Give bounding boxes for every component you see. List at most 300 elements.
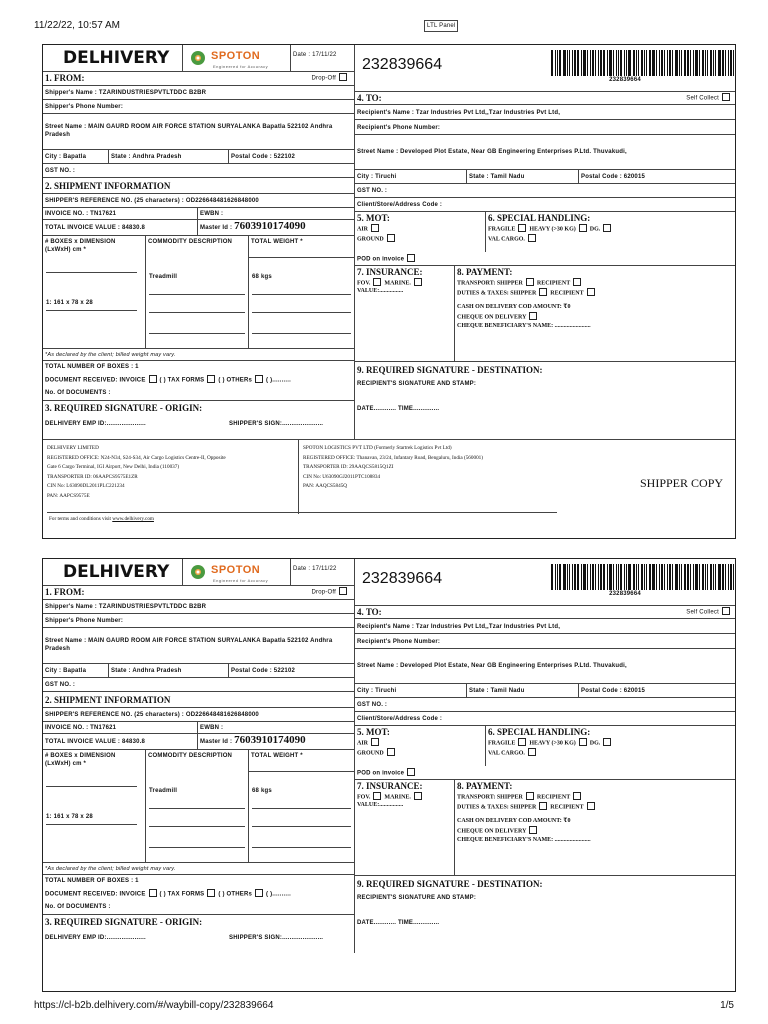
copy-label: SHIPPER COPY	[640, 476, 724, 490]
barcode-bar	[616, 50, 617, 76]
dimension-value: 1: 161 x 78 x 28	[46, 300, 93, 306]
barcode-bar	[581, 50, 582, 76]
barcode-bar	[710, 564, 712, 590]
destination-date-time: DATE............ TIME..............	[357, 920, 440, 926]
barcode-bar	[603, 50, 605, 76]
invoice-no: INVOICE NO. : TN17621	[43, 208, 198, 220]
barcode-bar	[661, 50, 663, 76]
origin-signature-title: 3. REQUIRED SIGNATURE - ORIGIN:	[45, 403, 203, 413]
doc-invoice-label: DOCUMENT RECEIVED: INVOICE	[45, 891, 146, 898]
recipient-city: City : Tiruchi	[354, 684, 467, 698]
master-id: 7603910174090	[234, 220, 306, 232]
barcode-bar	[620, 50, 622, 76]
recipient-phone: Recipient's Phone Number:	[354, 120, 736, 135]
mot-ground-checkbox[interactable]	[387, 234, 395, 242]
barcode-bar	[567, 564, 568, 590]
heavy-checkbox[interactable]	[579, 738, 587, 746]
barcode-bar	[636, 50, 637, 76]
doc-invoice-checkbox[interactable]	[149, 889, 157, 897]
barcode-bar	[555, 50, 556, 76]
delhivery-emp-id: DELHIVERY EMP ID:.....................	[45, 421, 146, 427]
col-boxes-header: # BOXES x DIMENSION (LxWxH) cm *	[43, 236, 146, 258]
barcode-bar	[641, 564, 643, 590]
barcode-bar	[710, 50, 712, 76]
doc-others-label: ( ) OTHERs	[218, 377, 253, 384]
transport-shipper-label: TRANSPORT: SHIPPER	[457, 280, 523, 287]
selfcollect-checkbox[interactable]	[722, 607, 730, 615]
barcode-bar	[590, 564, 591, 590]
barcode-bar	[667, 564, 668, 590]
waybill-area	[354, 559, 736, 605]
col-weight-header: TOTAL WEIGHT *	[249, 236, 354, 258]
barcode-bar	[669, 50, 671, 76]
master-id-row	[198, 220, 354, 236]
cod-amount: CASH ON DELIVERY COD AMOUNT: ₹0	[457, 303, 571, 310]
fov-checkbox[interactable]	[373, 792, 381, 800]
recipient-name: Recipient's Name : Tzar Industries Pvt Ltd,,Tzar Industries Pvt Ltd,	[354, 105, 736, 120]
barcode-bar	[620, 564, 622, 590]
master-id-label: Master Id :	[200, 739, 233, 745]
total-boxes: TOTAL NUMBER OF BOXES : 1	[45, 878, 139, 884]
barcode-bar	[644, 50, 645, 76]
shipper-sign: SHIPPER'S SIGN:......................	[229, 421, 324, 427]
slip-date: Date : 17/11/22	[291, 559, 354, 586]
recipient-signature-stamp: RECIPIENT'S SIGNATURE AND STAMP:	[357, 895, 477, 901]
commodity-cell	[146, 258, 249, 349]
valcargo-checkbox[interactable]	[528, 748, 536, 756]
waybill-second-copy	[42, 558, 736, 992]
weight-value: 68 kgs	[252, 274, 272, 280]
waybill-shipper-copy	[42, 44, 736, 539]
dropoff-checkbox[interactable]	[339, 587, 347, 595]
barcode-bar	[572, 50, 573, 76]
barcode-bar	[715, 50, 716, 76]
doc-others-extra: ( )..........	[266, 377, 291, 384]
barcode-bar	[551, 564, 553, 590]
barcode-bar	[592, 564, 594, 590]
spoton-company-line: TRANSPORTER ID: 29AAQCS5815Q1ZI	[303, 464, 394, 470]
barcode-bar	[664, 50, 665, 76]
pod-label: POD on invoice	[357, 256, 405, 263]
special-handling-title: 6. SPECIAL HANDLING:	[488, 727, 591, 737]
barcode-bar	[661, 564, 663, 590]
barcode-bar	[646, 50, 647, 76]
barcode-bar	[679, 564, 680, 590]
barcode-bar	[636, 564, 637, 590]
recipient-gst: GST NO. :	[354, 698, 736, 712]
mot-ground-label: GROUND	[357, 236, 384, 243]
barcode-bar	[609, 564, 612, 590]
shipper-name: Shipper's Name : TZARINDUSTRIESPVTLTDDC B2BR	[43, 86, 354, 100]
barcode-bar	[638, 564, 639, 590]
barcode-bar	[646, 564, 647, 590]
selfcollect-label: Self Collect	[686, 609, 719, 616]
barcode-bar	[687, 50, 689, 76]
shipper-gst: GST NO. :	[43, 678, 354, 692]
barcode-bar	[559, 564, 561, 590]
barcode-bar	[555, 564, 556, 590]
mot-air-checkbox[interactable]	[371, 738, 379, 746]
barcode-bar	[595, 50, 596, 76]
special-handling-cell	[486, 726, 736, 766]
barcode-bar	[644, 564, 645, 590]
barcode-bar	[616, 564, 617, 590]
barcode-bar	[600, 50, 602, 76]
terms-prefix: For terms and conditions visit	[49, 516, 113, 522]
spoton-company-line: REGISTERED OFFICE: Thanavan, 23/24, Infantary Road, Bengaluru, India (560001)	[303, 454, 483, 461]
from-title: 1. FROM:	[45, 73, 85, 83]
doc-others-checkbox[interactable]	[255, 889, 263, 897]
selfcollect-checkbox[interactable]	[722, 93, 730, 101]
weight-cell	[249, 258, 354, 349]
mot-title: 5. MOT:	[357, 727, 390, 737]
recipient-city: City : Tiruchi	[354, 170, 467, 184]
doc-taxforms-label: ( ) TAX FORMS	[159, 891, 205, 898]
print-datetime: 11/22/22, 10:57 AM	[34, 20, 120, 31]
insurance-title: 7. INSURANCE:	[357, 781, 423, 791]
barcode-bar	[607, 50, 608, 76]
transport-recipient-checkbox[interactable]	[573, 278, 581, 286]
pod-row	[354, 252, 736, 266]
transport-shipper-checkbox[interactable]	[526, 792, 534, 800]
spoton-logo: SPOTON Engineered for Accuracy	[183, 45, 291, 72]
destination-signature-cell	[354, 875, 736, 953]
delhivery-company-info	[47, 444, 226, 501]
barcode-bar	[667, 50, 668, 76]
mot-air-checkbox[interactable]	[371, 224, 379, 232]
delhivery-logo: DELHIVERY	[43, 559, 183, 586]
barcode-bar	[638, 50, 639, 76]
shipper-phone: Shipper's Phone Number:	[43, 614, 354, 628]
barcode-bar	[722, 50, 724, 76]
insurance-value: VALUE:................	[357, 802, 404, 809]
cheque-on-delivery-checkbox[interactable]	[529, 826, 537, 834]
recipient-postal: Postal Code : 620015	[579, 684, 736, 698]
barcode-bar	[626, 564, 627, 590]
dropoff-label: Drop-Off	[311, 75, 336, 82]
doc-taxforms-label: ( ) TAX FORMS	[159, 377, 205, 384]
barcode-bar	[679, 50, 680, 76]
dropoff-checkbox[interactable]	[339, 73, 347, 81]
selfcollect-label: Self Collect	[686, 95, 719, 102]
barcode-bar	[574, 50, 576, 76]
barcode-bar	[598, 50, 599, 76]
doc-invoice-checkbox[interactable]	[149, 375, 157, 383]
shipper-street: Street Name : MAIN GAURD ROOM AIR FORCE STATION SURYALANKA Bapatla 522102 Andhra Pradesh	[43, 628, 354, 664]
barcode-bar	[733, 50, 734, 76]
fov-checkbox[interactable]	[373, 278, 381, 286]
barcode-bar	[581, 564, 582, 590]
barcode-bar	[583, 564, 586, 590]
ewbn: EWBN :	[198, 208, 354, 220]
transport-recipient-label: RECIPIENT	[536, 280, 571, 287]
documents-row	[43, 373, 354, 387]
barcode-bar	[702, 564, 704, 590]
dg-label: DG.	[589, 740, 601, 747]
to-title-row	[354, 605, 736, 619]
barcode-bar	[633, 50, 635, 76]
dimension-value: 1: 161 x 78 x 28	[46, 814, 93, 820]
barcode-bar	[563, 50, 566, 76]
barcode-number: 232839664	[609, 591, 641, 597]
marine-label: MARINE.	[384, 280, 411, 287]
barcode-bar	[649, 564, 651, 590]
barcode-bar	[587, 564, 588, 590]
documents-row	[43, 887, 354, 901]
delhivery-company-line: DELHIVERY LIMITED	[47, 445, 99, 451]
destination-signature-title: 9. REQUIRED SIGNATURE - DESTINATION:	[357, 879, 543, 889]
shipper-city: City : Bapatla	[43, 664, 109, 678]
page-url: https://cl-b2b.delhivery.com/#/waybill-copy/232839664	[34, 1000, 274, 1011]
client-code: Client/Store/Address Code :	[354, 712, 736, 726]
pod-row	[354, 766, 736, 780]
boxes-cell	[43, 772, 146, 863]
barcode-bar	[675, 564, 678, 590]
terms-link[interactable]: www.delhivery.com	[112, 516, 154, 522]
mot-cell	[354, 726, 486, 766]
barcode-bar	[722, 564, 724, 590]
pod-checkbox[interactable]	[407, 768, 415, 776]
barcode-bar	[672, 564, 673, 590]
fragile-label: FRAGILE	[488, 226, 516, 233]
commodity-value: Treadmill	[149, 788, 178, 794]
barcode-bar	[590, 50, 591, 76]
delhivery-company-line: TRANSPORTER ID: 06AAPCS9575E1ZR	[47, 473, 138, 480]
barcode-bar	[705, 50, 706, 76]
barcode-bar	[656, 50, 657, 76]
barcode-bar	[557, 50, 558, 76]
barcode-bar	[699, 50, 700, 76]
barcode-bar	[695, 50, 698, 76]
waybill-area	[354, 45, 736, 91]
duties-recipient-checkbox[interactable]	[587, 288, 595, 296]
doc-taxforms-checkbox[interactable]	[207, 889, 215, 897]
origin-signature-row	[43, 929, 354, 953]
barcode-bar	[695, 564, 698, 590]
barcode-bar	[659, 50, 660, 76]
shipper-postal: Postal Code : 522102	[229, 150, 354, 164]
commodity-cell	[146, 772, 249, 863]
barcode-bar	[600, 564, 602, 590]
to-title: 4. TO:	[357, 607, 382, 617]
heavy-label: HEAVY (>30 KG)	[529, 226, 576, 233]
barcode-bar	[633, 564, 635, 590]
barcode-bar	[669, 564, 671, 590]
barcode-bar	[652, 50, 655, 76]
barcode-bar	[592, 50, 594, 76]
from-title-row	[43, 586, 354, 600]
heavy-checkbox[interactable]	[579, 224, 587, 232]
doc-others-checkbox[interactable]	[255, 375, 263, 383]
cheque-on-delivery-label: CHEQUE ON DELIVERY	[457, 828, 527, 835]
mot-ground-checkbox[interactable]	[387, 748, 395, 756]
barcode-bar	[713, 564, 714, 590]
duties-shipper-checkbox[interactable]	[539, 288, 547, 296]
barcode-bar	[728, 50, 729, 76]
shipper-reference: SHIPPER'S REFERENCE NO. (25 characters) : OD226648481626848000	[43, 708, 354, 722]
barcode-bar	[624, 564, 625, 590]
barcode-bar	[707, 50, 708, 76]
delhivery-company-line: REGISTERED OFFICE: N24-N34, S24-S34, Air Cargo Logistics Centre-II, Opposite	[47, 454, 226, 461]
barcode-bar	[628, 50, 631, 76]
barcode-bar	[713, 50, 714, 76]
dropoff-label: Drop-Off	[311, 589, 336, 596]
recipient-state: State : Tamil Nadu	[467, 170, 579, 184]
barcode-bar	[577, 50, 579, 76]
spoton-company-line: CIN No: U63090GJ2011PTC108834	[303, 473, 381, 480]
client-code: Client/Store/Address Code :	[354, 198, 736, 212]
fragile-checkbox[interactable]	[518, 224, 526, 232]
special-handling-title: 6. SPECIAL HANDLING:	[488, 213, 591, 223]
valcargo-label: VAL CARGO.	[488, 750, 525, 757]
marine-checkbox[interactable]	[414, 278, 422, 286]
doc-taxforms-checkbox[interactable]	[207, 375, 215, 383]
barcode-bar	[684, 50, 686, 76]
doc-others-extra: ( )..........	[266, 891, 291, 898]
barcode-bar	[569, 50, 570, 76]
col-boxes-header: # BOXES x DIMENSION (LxWxH) cm *	[43, 750, 146, 772]
mot-air-label: AIR	[357, 740, 369, 747]
barcode-bar	[693, 564, 694, 590]
barcode-bar	[587, 50, 588, 76]
payment-cell	[455, 266, 736, 361]
print-title: LTL Panel	[424, 20, 458, 32]
num-documents: No. Of DOCUMENTS :	[43, 387, 354, 401]
delhivery-emp-id: DELHIVERY EMP ID:.....................	[45, 935, 146, 941]
barcode-bar	[725, 564, 726, 590]
barcode-bar	[690, 50, 691, 76]
duties-shipper-label: DUTIES & TAXES: SHIPPER	[457, 804, 537, 811]
spoton-company-line: SPOTON LOGISTICS PVT LTD (Formerly Startrek Logistics Pvt Ltd)	[303, 445, 452, 451]
barcode-bar	[730, 564, 732, 590]
barcode-bar	[699, 564, 700, 590]
shipper-sign: SHIPPER'S SIGN:......................	[229, 935, 324, 941]
shipment-title: 2. SHIPMENT INFORMATION	[43, 692, 354, 708]
recipient-state: State : Tamil Nadu	[467, 684, 579, 698]
barcode-bar	[649, 50, 651, 76]
doc-invoice-label: DOCUMENT RECEIVED: INVOICE	[45, 377, 146, 384]
insurance-cell	[354, 780, 455, 875]
shipper-name: Shipper's Name : TZARINDUSTRIESPVTLTDDC B2BR	[43, 600, 354, 614]
barcode-bar	[613, 50, 614, 76]
invoice-value: TOTAL INVOICE VALUE : 84830.8	[43, 734, 198, 750]
barcode-bar	[577, 564, 579, 590]
marine-label: MARINE.	[384, 794, 411, 801]
fov-label: FOV.	[357, 794, 371, 801]
barcode-bar	[572, 564, 573, 590]
valcargo-label: VAL CARGO.	[488, 236, 525, 243]
barcode-bar	[569, 564, 570, 590]
insurance-value: VALUE:................	[357, 288, 404, 295]
transport-recipient-checkbox[interactable]	[573, 792, 581, 800]
shipper-phone: Shipper's Phone Number:	[43, 100, 354, 114]
shipper-street: Street Name : MAIN GAURD ROOM AIR FORCE STATION SURYALANKA Bapatla 522102 Andhra Pradesh	[43, 114, 354, 150]
waybill-number: 232839664	[362, 570, 443, 587]
shipper-postal: Postal Code : 522102	[229, 664, 354, 678]
col-commodity-header: COMMODITY DESCRIPTION	[146, 236, 249, 258]
barcode-bar	[624, 50, 625, 76]
cheque-beneficiary: CHEQUE BENEFICIARY'S NAME: ........................	[457, 323, 591, 330]
barcode-bar	[626, 50, 627, 76]
dg-label: DG.	[589, 226, 601, 233]
barcode-bar	[690, 564, 691, 590]
weight-value: 68 kgs	[252, 788, 272, 794]
duties-recipient-checkbox[interactable]	[587, 802, 595, 810]
barcode-bar	[728, 564, 729, 590]
barcode-bar	[705, 564, 706, 590]
duties-recipient-label: RECIPIENT	[550, 290, 584, 297]
barcode-bar	[607, 564, 608, 590]
declared-note: *As declared by the client; billed weight may vary.	[43, 349, 354, 361]
commodity-value: Treadmill	[149, 274, 178, 280]
col-commodity-header: COMMODITY DESCRIPTION	[146, 750, 249, 772]
cheque-on-delivery-label: CHEQUE ON DELIVERY	[457, 314, 527, 321]
mot-ground-label: GROUND	[357, 750, 384, 757]
barcode-bar	[707, 564, 708, 590]
barcode-bar	[618, 564, 619, 590]
insurance-cell	[354, 266, 455, 361]
delhivery-company-line: Gate 6 Cargo Terminal, IGI Airport, New Delhi, India (110037)	[47, 464, 180, 470]
slip-date: Date : 17/11/22	[291, 45, 354, 72]
barcode-bar	[567, 50, 568, 76]
barcode-bar	[574, 564, 576, 590]
num-documents: No. Of DOCUMENTS :	[43, 901, 354, 915]
cheque-on-delivery-checkbox[interactable]	[529, 312, 537, 320]
recipient-name: Recipient's Name : Tzar Industries Pvt Ltd,,Tzar Industries Pvt Ltd,	[354, 619, 736, 634]
shipment-title: 2. SHIPMENT INFORMATION	[43, 178, 354, 194]
total-boxes: TOTAL NUMBER OF BOXES : 1	[45, 364, 139, 370]
cheque-beneficiary: CHEQUE BENEFICIARY'S NAME: ........................	[457, 837, 591, 844]
spoton-mark-icon	[190, 564, 206, 580]
page-number: 1/5	[720, 1000, 734, 1011]
from-title: 1. FROM:	[45, 587, 85, 597]
shipper-gst: GST NO. :	[43, 164, 354, 178]
barcode-bar	[598, 564, 599, 590]
marine-checkbox[interactable]	[414, 792, 422, 800]
origin-signature-row	[43, 415, 354, 439]
mot-cell	[354, 212, 486, 252]
barcode-bar	[628, 564, 631, 590]
to-title-row	[354, 91, 736, 105]
barcode-bar	[684, 564, 686, 590]
barcode-bar	[715, 564, 716, 590]
cod-amount: CASH ON DELIVERY COD AMOUNT: ₹0	[457, 817, 571, 824]
transport-shipper-checkbox[interactable]	[526, 278, 534, 286]
transport-shipper-label: TRANSPORT: SHIPPER	[457, 794, 523, 801]
recipient-gst: GST NO. :	[354, 184, 736, 198]
dg-checkbox[interactable]	[603, 224, 611, 232]
fragile-checkbox[interactable]	[518, 738, 526, 746]
dg-checkbox[interactable]	[603, 738, 611, 746]
declared-note: *As declared by the client; billed weight may vary.	[43, 863, 354, 875]
barcode-bar	[672, 50, 673, 76]
barcode-bar	[681, 564, 682, 590]
boxes-cell	[43, 258, 146, 349]
recipient-signature-stamp: RECIPIENT'S SIGNATURE AND STAMP:	[357, 381, 477, 387]
shipper-reference: SHIPPER'S REFERENCE NO. (25 characters) : OD226648481626848000	[43, 194, 354, 208]
duties-shipper-checkbox[interactable]	[539, 802, 547, 810]
pod-checkbox[interactable]	[407, 254, 415, 262]
destination-signature-cell	[354, 361, 736, 439]
mot-title: 5. MOT:	[357, 213, 390, 223]
barcode-bar	[613, 564, 614, 590]
col-weight-header: TOTAL WEIGHT *	[249, 750, 354, 772]
delhivery-logo: DELHIVERY	[43, 45, 183, 72]
barcode-bar	[681, 50, 682, 76]
valcargo-checkbox[interactable]	[528, 234, 536, 242]
spoton-company-info	[303, 444, 483, 492]
barcode-bar	[557, 564, 558, 590]
